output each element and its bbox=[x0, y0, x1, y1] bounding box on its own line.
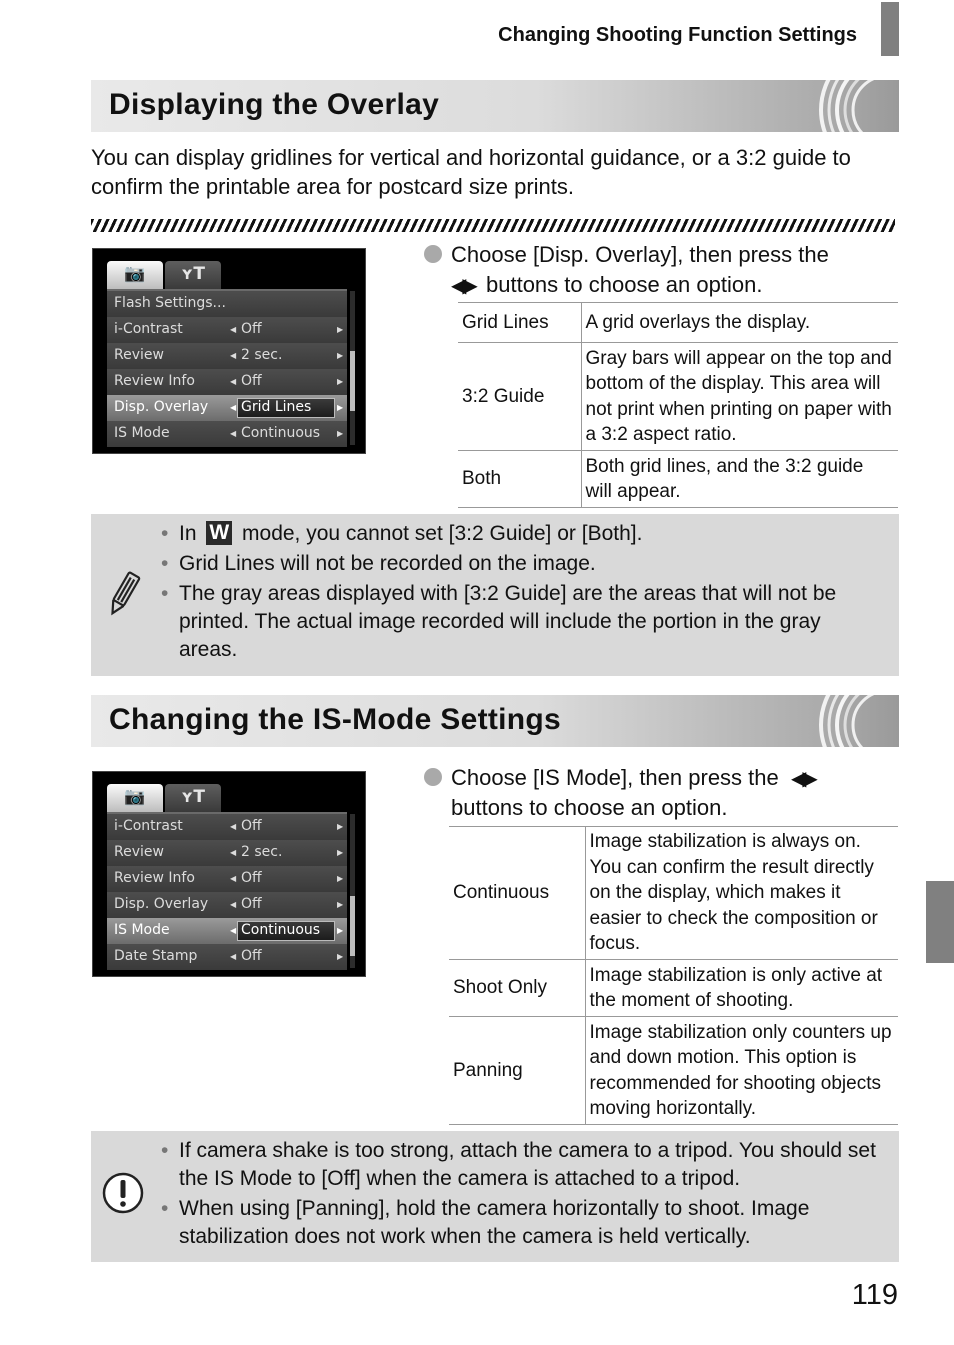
menu-row bbox=[107, 866, 347, 892]
instruction-line-1 bbox=[451, 763, 891, 793]
menu-row bbox=[107, 814, 347, 840]
camera-menu-screen-is-mode bbox=[92, 771, 366, 977]
menu-label: Date Stamp bbox=[114, 948, 198, 965]
menu-value: Off bbox=[241, 870, 262, 887]
note-text: In bbox=[179, 522, 197, 545]
caution-item: • When using [Panning], hold the camera horizontally to shoot. Image stabilization does not work when the camera is held vertically. bbox=[161, 1195, 881, 1251]
wrench-icon: ʏT bbox=[181, 787, 205, 807]
menu-list bbox=[107, 289, 347, 447]
is-mode-options-table bbox=[449, 826, 898, 1125]
tab-shooting bbox=[107, 261, 163, 289]
decorative-rings-icon bbox=[817, 695, 899, 747]
left-right-buttons-icon: ◀▶ bbox=[451, 273, 474, 297]
arrow-right-icon: ▶ bbox=[337, 874, 344, 884]
menu-label: i-Contrast bbox=[114, 321, 183, 338]
memo-note-box bbox=[91, 514, 899, 676]
menu-value: Off bbox=[241, 818, 262, 835]
caution-item: • If camera shake is too strong, attach the camera to a tripod. You should set the IS Mode to [Off] when the camera is attached to a tripod. bbox=[161, 1137, 881, 1193]
menu-value: Off bbox=[241, 896, 262, 913]
menu-row bbox=[107, 840, 347, 866]
menu-list bbox=[107, 812, 347, 970]
notes-list bbox=[161, 520, 881, 664]
menu-value: Grid Lines bbox=[241, 399, 312, 416]
section-title: Displaying the Overlay bbox=[109, 88, 440, 121]
cautions-list bbox=[161, 1137, 881, 1251]
overlay-options-table bbox=[458, 302, 898, 508]
menu-label: Review bbox=[114, 347, 164, 364]
menu-value: Continuous bbox=[241, 922, 321, 939]
option-name: Both bbox=[458, 451, 581, 508]
section-heading-is-mode bbox=[91, 695, 899, 747]
menu-row-selected bbox=[107, 395, 347, 421]
easy-mode-icon bbox=[206, 521, 232, 545]
table-row bbox=[458, 303, 898, 343]
menu-label: Disp. Overlay bbox=[114, 399, 209, 416]
menu-value: Off bbox=[241, 321, 262, 338]
chapter-side-tab bbox=[926, 881, 954, 963]
instruction-overlay bbox=[451, 240, 891, 300]
camera-icon: 📷 bbox=[124, 787, 146, 807]
menu-row bbox=[107, 291, 347, 317]
arrow-left-icon: ◀ bbox=[230, 848, 237, 858]
step-bullet-icon bbox=[424, 768, 442, 786]
option-name: 3:2 Guide bbox=[458, 343, 581, 451]
arrow-left-icon: ◀ bbox=[230, 900, 237, 910]
arrow-right-icon: ▶ bbox=[337, 900, 344, 910]
option-name: Grid Lines bbox=[458, 303, 581, 343]
tab-setup bbox=[165, 261, 221, 289]
instruction-line: buttons to choose an option. bbox=[451, 795, 728, 820]
menu-row bbox=[107, 944, 347, 970]
arrow-left-icon: ◀ bbox=[230, 403, 237, 413]
arrow-left-icon: ◀ bbox=[230, 325, 237, 335]
camera-menu-screen-overlay bbox=[92, 248, 366, 454]
table-row bbox=[449, 1017, 898, 1125]
option-desc: Image stabilization is always on. You can confirm the result directly on the display, which makes it easier to check the composition or focus. bbox=[585, 827, 898, 960]
arrow-left-icon: ◀ bbox=[230, 429, 237, 439]
menu-value: 2 sec. bbox=[241, 347, 283, 364]
menu-label: Flash Settings... bbox=[114, 295, 226, 312]
tab-shooting bbox=[107, 784, 163, 812]
note-item bbox=[161, 520, 881, 548]
arrow-left-icon: ◀ bbox=[230, 822, 237, 832]
menu-row bbox=[107, 421, 347, 447]
instruction-line-2 bbox=[451, 270, 891, 300]
menu-value: Off bbox=[241, 373, 262, 390]
instruction-line: Choose [Disp. Overlay], then press the bbox=[451, 242, 829, 267]
menu-value: 2 sec. bbox=[241, 844, 283, 861]
instruction-is-mode bbox=[451, 763, 891, 823]
mode-icon-label: W bbox=[209, 521, 230, 544]
tab-setup bbox=[165, 784, 221, 812]
menu-label: Review Info bbox=[114, 373, 195, 390]
arrow-right-icon: ▶ bbox=[337, 403, 344, 413]
option-desc: Image stabilization only counters up and down motion. This option is recommended for shooting objects moving horizontally. bbox=[585, 1017, 898, 1125]
menu-row-selected bbox=[107, 918, 347, 944]
menu-value: Off bbox=[241, 948, 262, 965]
arrow-left-icon: ◀ bbox=[230, 351, 237, 361]
pencil-icon bbox=[103, 570, 143, 620]
page-number: 119 bbox=[851, 1279, 898, 1311]
section-title: Changing the IS-Mode Settings bbox=[109, 703, 562, 736]
decorative-rings-icon bbox=[817, 80, 899, 132]
arrow-left-icon: ◀ bbox=[230, 874, 237, 884]
caution-icon bbox=[101, 1171, 145, 1215]
option-name: Continuous bbox=[449, 827, 585, 960]
menu-label: IS Mode bbox=[114, 425, 170, 442]
table-row bbox=[449, 960, 898, 1017]
arrow-right-icon: ▶ bbox=[337, 429, 344, 439]
arrow-right-icon: ▶ bbox=[337, 351, 344, 361]
arrow-right-icon: ▶ bbox=[337, 325, 344, 335]
arrow-right-icon: ▶ bbox=[337, 848, 344, 858]
menu-value: Continuous bbox=[241, 425, 321, 442]
option-desc: A grid overlays the display. bbox=[581, 303, 898, 343]
option-desc: Both grid lines, and the 3:2 guide will appear. bbox=[581, 451, 898, 508]
running-header: Changing Shooting Function Settings bbox=[498, 24, 857, 46]
menu-label: Review bbox=[114, 844, 164, 861]
scroll-thumb bbox=[350, 351, 355, 411]
menu-scrollbar bbox=[350, 814, 355, 968]
intro-paragraph: You can display gridlines for vertical and horizontal guidance, or a 3:2 guide to confirm the printable area for postcard size prints. bbox=[91, 145, 851, 199]
menu-row bbox=[107, 317, 347, 343]
instruction-text: Choose [IS Mode], then press the bbox=[451, 765, 779, 790]
note-item: • The gray areas displayed with [3:2 Guide] are the areas that will not be printed. The actual image recorded will include the portion in the gray areas. bbox=[161, 580, 881, 664]
chapter-tab-marker bbox=[881, 2, 899, 56]
left-right-buttons-icon: ◀▶ bbox=[790, 766, 814, 790]
menu-row bbox=[107, 369, 347, 395]
camera-icon: 📷 bbox=[124, 264, 146, 284]
menu-label: Disp. Overlay bbox=[114, 896, 209, 913]
arrow-right-icon: ▶ bbox=[337, 822, 344, 832]
arrow-left-icon: ◀ bbox=[230, 377, 237, 387]
arrow-right-icon: ▶ bbox=[337, 952, 344, 962]
step-bullet-icon bbox=[424, 245, 442, 263]
arrow-right-icon: ▶ bbox=[337, 926, 344, 936]
menu-label: IS Mode bbox=[114, 922, 170, 939]
note-item: • Grid Lines will not be recorded on the image. bbox=[161, 550, 881, 578]
menu-scrollbar bbox=[350, 291, 355, 445]
section-heading-overlay bbox=[91, 80, 899, 132]
menu-label: Review Info bbox=[114, 870, 195, 887]
table-row bbox=[458, 451, 898, 508]
option-name: Shoot Only bbox=[449, 960, 585, 1017]
option-desc: Image stabilization is only active at the moment of shooting. bbox=[585, 960, 898, 1017]
arrow-left-icon: ◀ bbox=[230, 952, 237, 962]
hatched-divider bbox=[91, 219, 895, 232]
caution-note-box bbox=[91, 1131, 899, 1262]
note-text: mode, you cannot set [3:2 Guide] or [Both]. bbox=[242, 522, 643, 545]
option-name: Panning bbox=[449, 1017, 585, 1125]
instruction-text: buttons to choose an option. bbox=[486, 272, 763, 297]
option-desc: Gray bars will appear on the top and bottom of the display. This area will not print when printing on paper with a 3:2 aspect ratio. bbox=[581, 343, 898, 451]
menu-label: i-Contrast bbox=[114, 818, 183, 835]
table-row bbox=[449, 827, 898, 960]
menu-row bbox=[107, 892, 347, 918]
table-row bbox=[458, 343, 898, 451]
wrench-icon: ʏT bbox=[181, 264, 205, 284]
arrow-right-icon: ▶ bbox=[337, 377, 344, 387]
menu-row bbox=[107, 343, 347, 369]
scroll-thumb bbox=[350, 896, 355, 956]
arrow-left-icon: ◀ bbox=[230, 926, 237, 936]
